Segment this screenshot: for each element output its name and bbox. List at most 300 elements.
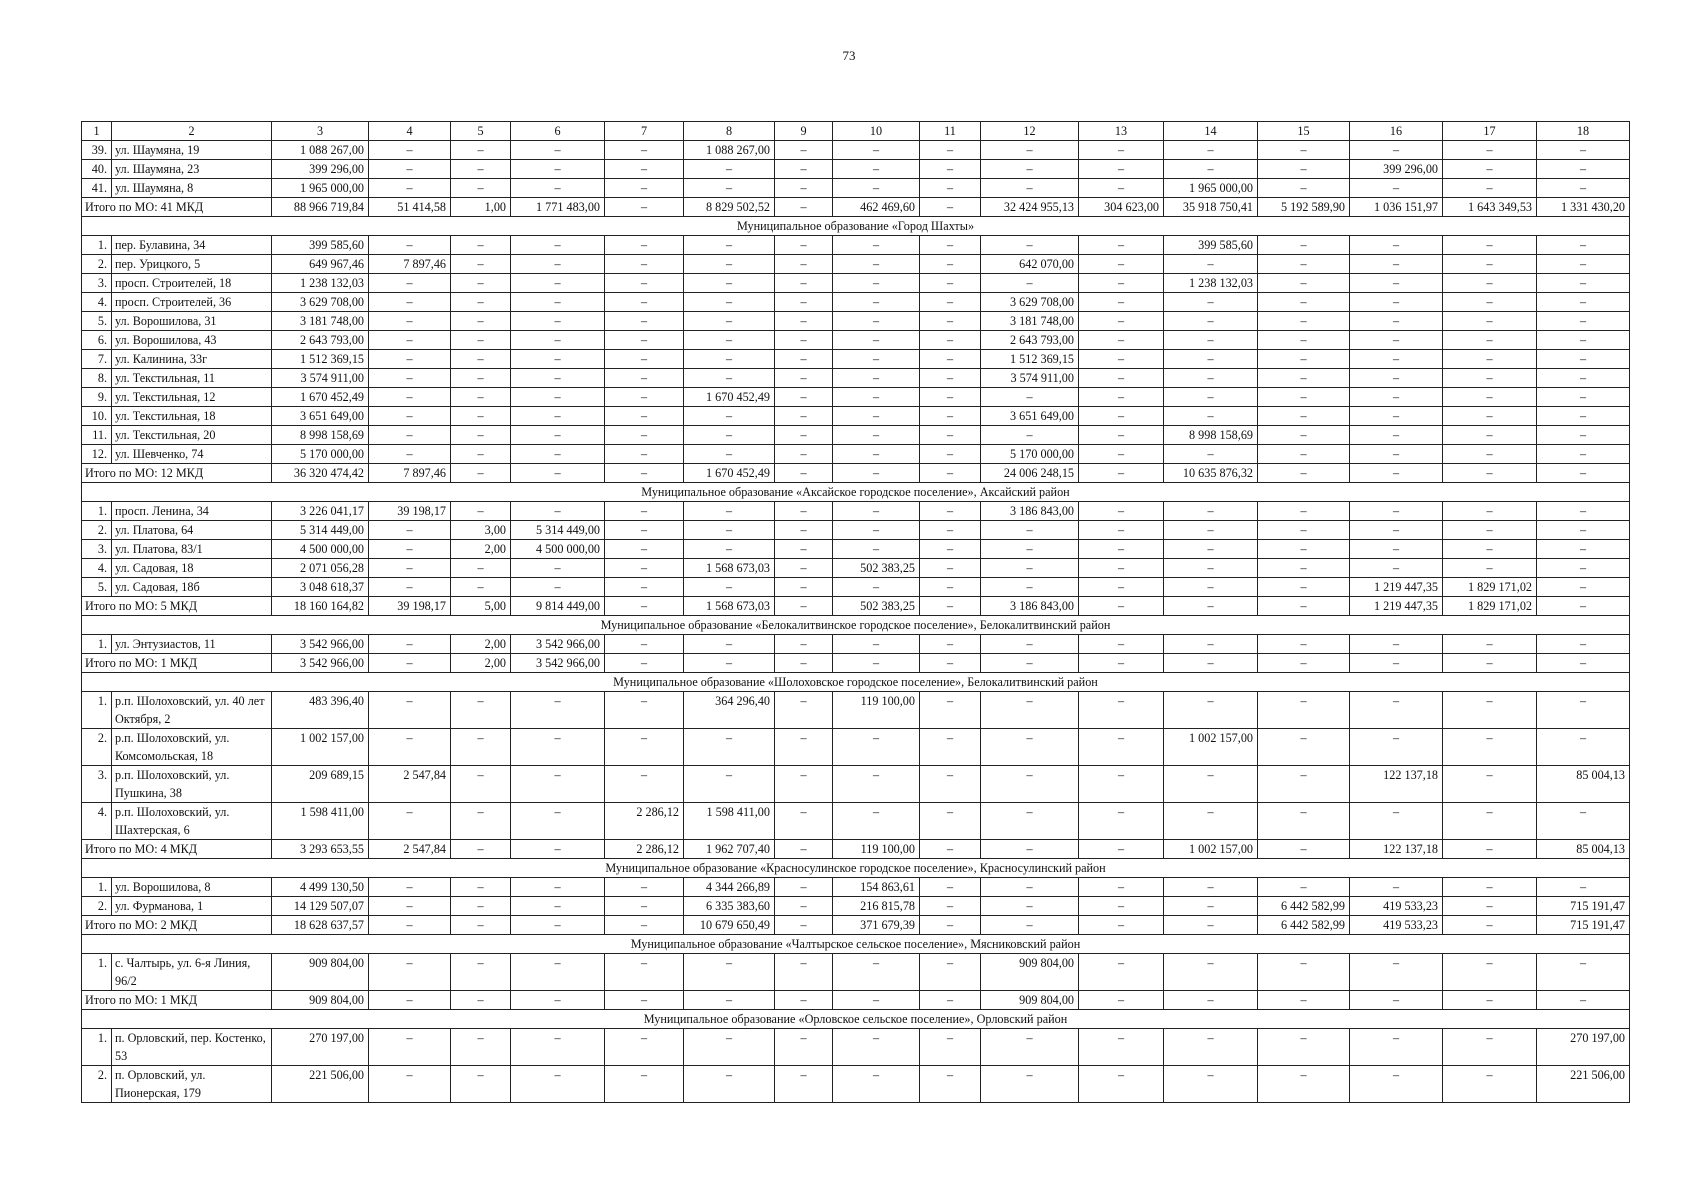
total-value: – — [605, 916, 684, 935]
total-value: 715 191,47 — [1537, 916, 1630, 935]
value-cell: 3 186 843,00 — [981, 502, 1079, 521]
value-cell: – — [775, 445, 833, 464]
value-cell: 7 897,46 — [369, 255, 451, 274]
value-cell: – — [511, 388, 605, 407]
table-row — [82, 521, 1630, 540]
value-cell: – — [775, 1066, 833, 1103]
total-value: – — [1258, 464, 1350, 483]
value-cell: 5 170 000,00 — [272, 445, 369, 464]
value-cell: – — [605, 426, 684, 445]
address-cell: просп. Строителей, 36 — [112, 293, 272, 312]
value-cell: 3 651 649,00 — [981, 407, 1079, 426]
value-cell: – — [1537, 236, 1630, 255]
value-cell: – — [1350, 426, 1443, 445]
value-cell: 209 689,15 — [272, 766, 369, 803]
value-cell: – — [684, 766, 775, 803]
value-cell: – — [1164, 141, 1258, 160]
total-label: Итого по МО: 5 МКД — [82, 597, 272, 616]
total-value: 122 137,18 — [1350, 840, 1443, 859]
value-cell: 5 170 000,00 — [981, 445, 1079, 464]
column-number: 8 — [684, 122, 775, 141]
row-number: 39. — [82, 141, 112, 160]
total-value: – — [1079, 597, 1164, 616]
total-value: – — [1164, 654, 1258, 673]
row-number: 3. — [82, 274, 112, 293]
value-cell: – — [451, 1066, 511, 1103]
value-cell: – — [605, 274, 684, 293]
total-value: 1 002 157,00 — [1164, 840, 1258, 859]
value-cell: – — [920, 540, 981, 559]
total-value: 24 006 248,15 — [981, 464, 1079, 483]
total-value: 10 679 650,49 — [684, 916, 775, 935]
row-number: 2. — [82, 521, 112, 540]
value-cell: – — [684, 445, 775, 464]
value-cell: – — [1079, 369, 1164, 388]
value-cell: – — [451, 160, 511, 179]
value-cell: – — [981, 426, 1079, 445]
value-cell: – — [1164, 578, 1258, 597]
row-number: 1. — [82, 692, 112, 729]
column-number: 3 — [272, 122, 369, 141]
value-cell: – — [920, 293, 981, 312]
value-cell: 3 574 911,00 — [272, 369, 369, 388]
address-cell: р.п. Шолоховский, ул. 40 лет Октября, 2 — [112, 692, 272, 729]
total-value: – — [1164, 991, 1258, 1010]
value-cell: 2,00 — [451, 540, 511, 559]
address-cell: ул. Шаумяна, 8 — [112, 179, 272, 198]
value-cell: – — [684, 954, 775, 991]
value-cell: – — [1164, 331, 1258, 350]
value-cell: – — [451, 803, 511, 840]
value-cell: – — [775, 255, 833, 274]
total-value: 371 679,39 — [833, 916, 920, 935]
value-cell: 642 070,00 — [981, 255, 1079, 274]
value-cell: – — [605, 692, 684, 729]
value-cell: – — [511, 293, 605, 312]
value-cell: – — [1079, 521, 1164, 540]
value-cell: – — [1258, 407, 1350, 426]
total-value: – — [1258, 840, 1350, 859]
column-number: 12 — [981, 122, 1079, 141]
value-cell: – — [920, 803, 981, 840]
row-number: 12. — [82, 445, 112, 464]
total-value: – — [451, 991, 511, 1010]
total-value: – — [1079, 991, 1164, 1010]
value-cell: – — [1443, 293, 1537, 312]
value-cell: – — [775, 160, 833, 179]
column-number: 11 — [920, 122, 981, 141]
value-cell: – — [684, 1066, 775, 1103]
value-cell: – — [833, 578, 920, 597]
value-cell: – — [833, 445, 920, 464]
table-row — [82, 502, 1630, 521]
value-cell: 8 998 158,69 — [272, 426, 369, 445]
value-cell: – — [369, 141, 451, 160]
value-cell: – — [1537, 445, 1630, 464]
row-number: 4. — [82, 559, 112, 578]
table-row — [82, 369, 1630, 388]
total-value: 1 036 151,97 — [1350, 198, 1443, 217]
value-cell: – — [1164, 445, 1258, 464]
value-cell: – — [1164, 160, 1258, 179]
value-cell: – — [920, 331, 981, 350]
value-cell: – — [369, 426, 451, 445]
value-cell: – — [920, 521, 981, 540]
total-row — [82, 464, 1630, 483]
value-cell: – — [684, 635, 775, 654]
value-cell: – — [369, 331, 451, 350]
value-cell: 649 967,46 — [272, 255, 369, 274]
municipality-title: Муниципальное образование «Чалтырское сельское поселение», Мясниковский район — [82, 935, 1630, 954]
value-cell: – — [920, 179, 981, 198]
total-value: 1 771 483,00 — [511, 198, 605, 217]
row-number: 1. — [82, 954, 112, 991]
value-cell: – — [1443, 350, 1537, 369]
value-cell: – — [451, 897, 511, 916]
column-number: 17 — [1443, 122, 1537, 141]
value-cell: 1 238 132,03 — [272, 274, 369, 293]
value-cell: – — [833, 255, 920, 274]
table-row — [82, 160, 1630, 179]
value-cell: – — [1443, 426, 1537, 445]
row-number: 3. — [82, 766, 112, 803]
value-cell: 399 585,60 — [1164, 236, 1258, 255]
value-cell: – — [920, 635, 981, 654]
value-cell: – — [775, 141, 833, 160]
value-cell: – — [1164, 369, 1258, 388]
value-cell: – — [833, 803, 920, 840]
total-value: – — [775, 916, 833, 935]
total-value: 2 547,84 — [369, 840, 451, 859]
value-cell: – — [1079, 502, 1164, 521]
value-cell: – — [605, 540, 684, 559]
total-value: 18 160 164,82 — [272, 597, 369, 616]
value-cell: – — [451, 179, 511, 198]
total-value: – — [684, 991, 775, 1010]
table-row — [82, 635, 1630, 654]
value-cell: – — [605, 350, 684, 369]
total-value: – — [920, 840, 981, 859]
value-cell: 3 542 966,00 — [272, 635, 369, 654]
total-value: – — [1537, 991, 1630, 1010]
total-label: Итого по МО: 4 МКД — [82, 840, 272, 859]
value-cell: – — [1537, 369, 1630, 388]
total-value: 7 897,46 — [369, 464, 451, 483]
value-cell: – — [981, 160, 1079, 179]
value-cell: – — [1258, 766, 1350, 803]
total-value: – — [1537, 597, 1630, 616]
value-cell: – — [833, 293, 920, 312]
value-cell: 154 863,61 — [833, 878, 920, 897]
value-cell: – — [1443, 540, 1537, 559]
value-cell: 2 286,12 — [605, 803, 684, 840]
total-value: – — [1079, 916, 1164, 935]
value-cell: 483 396,40 — [272, 692, 369, 729]
value-cell: – — [605, 293, 684, 312]
table-row — [82, 388, 1630, 407]
value-cell: – — [833, 274, 920, 293]
value-cell: – — [1350, 502, 1443, 521]
value-cell: 3 629 708,00 — [981, 293, 1079, 312]
address-cell: п. Орловский, ул. Пионерская, 179 — [112, 1066, 272, 1103]
value-cell: 3,00 — [451, 521, 511, 540]
row-number: 2. — [82, 729, 112, 766]
value-cell: – — [369, 897, 451, 916]
total-value: – — [1350, 464, 1443, 483]
value-cell: – — [511, 141, 605, 160]
value-cell: – — [1258, 502, 1350, 521]
total-label: Итого по МО: 2 МКД — [82, 916, 272, 935]
value-cell: – — [451, 1029, 511, 1066]
section-header-row — [82, 616, 1630, 635]
total-value: – — [369, 916, 451, 935]
total-value: – — [511, 991, 605, 1010]
value-cell: – — [1164, 635, 1258, 654]
value-cell: – — [1079, 160, 1164, 179]
total-value: – — [920, 654, 981, 673]
total-value: – — [775, 198, 833, 217]
value-cell: – — [605, 445, 684, 464]
address-cell: ул. Ворошилова, 31 — [112, 312, 272, 331]
value-cell: – — [1443, 407, 1537, 426]
total-value: 3 542 966,00 — [511, 654, 605, 673]
value-cell: – — [605, 160, 684, 179]
value-cell: – — [1079, 559, 1164, 578]
value-cell: 14 129 507,07 — [272, 897, 369, 916]
value-cell: – — [920, 388, 981, 407]
address-cell: ул. Садовая, 18 — [112, 559, 272, 578]
value-cell: 1 829 171,02 — [1443, 578, 1537, 597]
value-cell: – — [451, 445, 511, 464]
value-cell: – — [511, 803, 605, 840]
address-cell: ул. Шевченко, 74 — [112, 445, 272, 464]
address-cell: ул. Ворошилова, 8 — [112, 878, 272, 897]
value-cell: – — [1350, 388, 1443, 407]
value-cell: – — [1537, 255, 1630, 274]
value-cell: – — [511, 445, 605, 464]
value-cell: – — [1350, 635, 1443, 654]
total-value: – — [684, 654, 775, 673]
value-cell: – — [1350, 293, 1443, 312]
value-cell: – — [1164, 559, 1258, 578]
value-cell: – — [1350, 255, 1443, 274]
value-cell: – — [981, 635, 1079, 654]
total-value: 1 670 452,49 — [684, 464, 775, 483]
value-cell: 4 500 000,00 — [272, 540, 369, 559]
address-cell: ул. Текстильная, 11 — [112, 369, 272, 388]
total-value: 909 804,00 — [981, 991, 1079, 1010]
value-cell: – — [1079, 388, 1164, 407]
value-cell: – — [684, 255, 775, 274]
total-value: 9 814 449,00 — [511, 597, 605, 616]
value-cell: – — [1079, 897, 1164, 916]
value-cell: – — [775, 878, 833, 897]
row-number: 8. — [82, 369, 112, 388]
value-cell: – — [1079, 274, 1164, 293]
total-value: 1 962 707,40 — [684, 840, 775, 859]
value-cell: 122 137,18 — [1350, 766, 1443, 803]
total-value: – — [605, 597, 684, 616]
section-header-row — [82, 483, 1630, 502]
table-row — [82, 274, 1630, 293]
value-cell: – — [1079, 540, 1164, 559]
address-cell: с. Чалтырь, ул. 6-я Линия, 96/2 — [112, 954, 272, 991]
total-value: 36 320 474,42 — [272, 464, 369, 483]
value-cell: 1 512 369,15 — [272, 350, 369, 369]
value-cell: – — [775, 803, 833, 840]
value-cell: – — [605, 559, 684, 578]
address-cell: р.п. Шолоховский, ул. Шахтерская, 6 — [112, 803, 272, 840]
value-cell: – — [1258, 293, 1350, 312]
value-cell: – — [1443, 331, 1537, 350]
value-cell: – — [920, 1066, 981, 1103]
total-value: 2,00 — [451, 654, 511, 673]
value-cell: – — [511, 897, 605, 916]
value-cell: – — [1258, 559, 1350, 578]
value-cell: – — [1350, 407, 1443, 426]
value-cell: – — [1164, 521, 1258, 540]
value-cell: – — [1443, 255, 1537, 274]
value-cell: – — [369, 1066, 451, 1103]
value-cell: – — [775, 521, 833, 540]
value-cell: 3 226 041,17 — [272, 502, 369, 521]
table-row — [82, 350, 1630, 369]
value-cell: – — [369, 540, 451, 559]
column-number: 4 — [369, 122, 451, 141]
value-cell: – — [369, 160, 451, 179]
value-cell: – — [1443, 1066, 1537, 1103]
value-cell: – — [369, 388, 451, 407]
value-cell: – — [1350, 692, 1443, 729]
row-number: 11. — [82, 426, 112, 445]
value-cell: – — [1537, 729, 1630, 766]
address-cell: ул. Платова, 83/1 — [112, 540, 272, 559]
total-value: 35 918 750,41 — [1164, 198, 1258, 217]
total-label: Итого по МО: 1 МКД — [82, 654, 272, 673]
value-cell: – — [1258, 255, 1350, 274]
value-cell: – — [511, 1029, 605, 1066]
value-cell: – — [1443, 388, 1537, 407]
value-cell: – — [1443, 878, 1537, 897]
value-cell: – — [920, 445, 981, 464]
value-cell: – — [833, 350, 920, 369]
value-cell: 1 670 452,49 — [684, 388, 775, 407]
value-cell: – — [1164, 803, 1258, 840]
value-cell: – — [605, 141, 684, 160]
value-cell: – — [920, 766, 981, 803]
value-cell: 270 197,00 — [1537, 1029, 1630, 1066]
total-value: 2 286,12 — [605, 840, 684, 859]
value-cell: – — [1258, 141, 1350, 160]
table-row — [82, 331, 1630, 350]
value-cell: 3 542 966,00 — [511, 635, 605, 654]
value-cell: – — [1443, 369, 1537, 388]
value-cell: – — [1537, 635, 1630, 654]
value-cell: – — [605, 236, 684, 255]
value-cell: – — [1443, 635, 1537, 654]
row-number: 2. — [82, 255, 112, 274]
value-cell: – — [833, 312, 920, 331]
value-cell: – — [605, 407, 684, 426]
row-number: 41. — [82, 179, 112, 198]
value-cell: – — [684, 540, 775, 559]
value-cell: – — [511, 331, 605, 350]
value-cell: – — [1537, 160, 1630, 179]
value-cell: – — [684, 578, 775, 597]
value-cell: – — [920, 255, 981, 274]
total-value: – — [1443, 654, 1537, 673]
total-value: – — [1258, 654, 1350, 673]
value-cell: 1 002 157,00 — [1164, 729, 1258, 766]
value-cell: – — [1537, 803, 1630, 840]
value-cell: – — [775, 407, 833, 426]
value-cell: – — [1350, 729, 1443, 766]
value-cell: – — [775, 729, 833, 766]
value-cell: – — [1164, 388, 1258, 407]
value-cell: – — [981, 897, 1079, 916]
total-value: 51 414,58 — [369, 198, 451, 217]
value-cell: – — [1443, 803, 1537, 840]
value-cell: – — [1350, 445, 1443, 464]
value-cell: – — [605, 1029, 684, 1066]
total-value: 1 568 673,03 — [684, 597, 775, 616]
value-cell: – — [1164, 312, 1258, 331]
value-cell: – — [833, 141, 920, 160]
total-value: – — [511, 464, 605, 483]
value-cell: 715 191,47 — [1537, 897, 1630, 916]
value-cell: – — [511, 1066, 605, 1103]
table-body — [82, 122, 1630, 1103]
value-cell: – — [775, 179, 833, 198]
row-number: 9. — [82, 388, 112, 407]
value-cell: – — [451, 559, 511, 578]
value-cell: – — [1443, 160, 1537, 179]
value-cell: – — [981, 559, 1079, 578]
value-cell: – — [1258, 331, 1350, 350]
value-cell: – — [1443, 312, 1537, 331]
value-cell: – — [684, 274, 775, 293]
column-number: 16 — [1350, 122, 1443, 141]
value-cell: 1 965 000,00 — [272, 179, 369, 198]
value-cell: – — [1443, 274, 1537, 293]
municipality-title: Муниципальное образование «Белокалитвинское городское поселение», Белокалитвинский район — [82, 616, 1630, 635]
value-cell: – — [1258, 954, 1350, 991]
value-cell: – — [1079, 635, 1164, 654]
value-cell: – — [981, 803, 1079, 840]
value-cell: – — [981, 766, 1079, 803]
value-cell: 5 314 449,00 — [511, 521, 605, 540]
value-cell: – — [920, 878, 981, 897]
address-cell: ул. Платова, 64 — [112, 521, 272, 540]
value-cell: 3 629 708,00 — [272, 293, 369, 312]
value-cell: – — [1443, 179, 1537, 198]
total-value: 39 198,17 — [369, 597, 451, 616]
value-cell: 4 344 266,89 — [684, 878, 775, 897]
value-cell: – — [981, 274, 1079, 293]
total-value: – — [1443, 464, 1537, 483]
value-cell: – — [775, 274, 833, 293]
value-cell: – — [1258, 274, 1350, 293]
value-cell: 4 500 000,00 — [511, 540, 605, 559]
value-cell: – — [684, 502, 775, 521]
column-number: 10 — [833, 122, 920, 141]
value-cell: – — [1079, 141, 1164, 160]
total-value: – — [775, 597, 833, 616]
value-cell: – — [451, 729, 511, 766]
value-cell: – — [1164, 1066, 1258, 1103]
value-cell: – — [451, 388, 511, 407]
address-cell: пер. Булавина, 34 — [112, 236, 272, 255]
